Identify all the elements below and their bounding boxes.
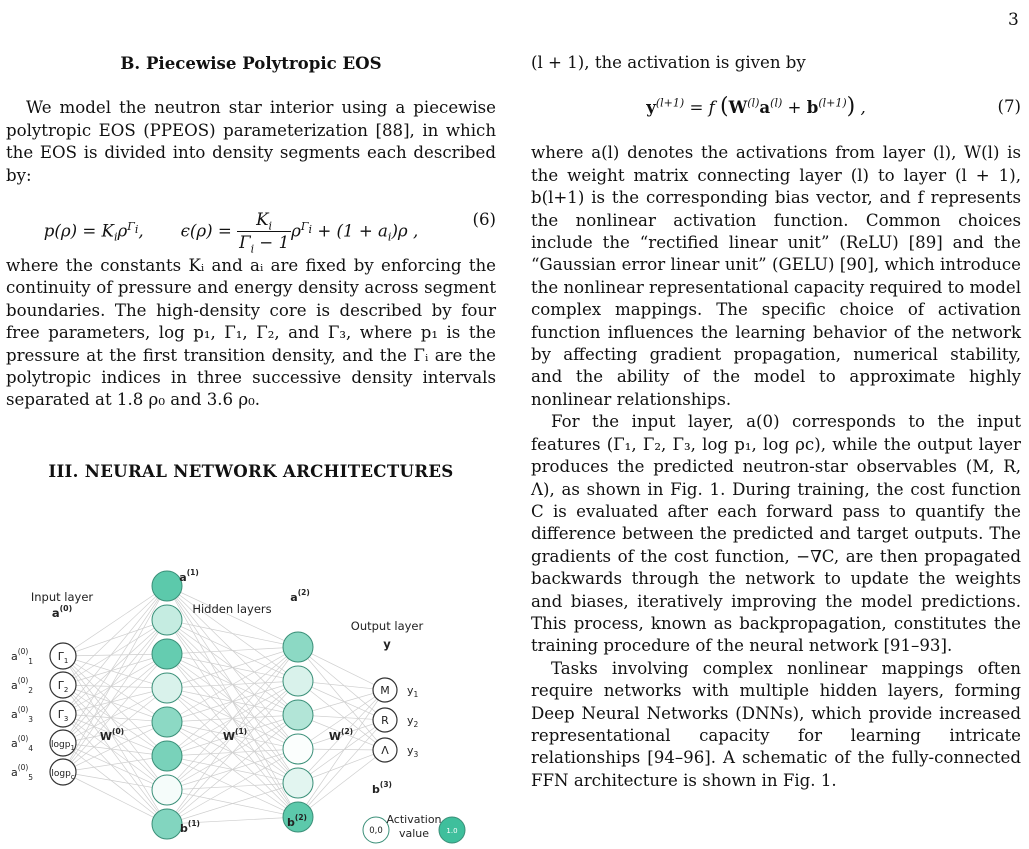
connection-line xyxy=(167,586,298,647)
hidden2-node xyxy=(283,768,313,798)
neural-network-diagram xyxy=(0,555,510,849)
input-layer-title: Input layer xyxy=(30,590,94,604)
connection-line xyxy=(63,586,167,714)
output-value-label: $y_1$ xyxy=(407,684,419,699)
section-heading-iii: III. NEURAL NETWORK ARCHITECTURES xyxy=(48,460,454,481)
connection-line xyxy=(63,685,167,688)
connection-line xyxy=(63,656,167,722)
legend-low-label: 0,0 xyxy=(369,826,383,836)
connection-line xyxy=(63,654,167,685)
input-feature-label: $a^{(0)}_3$ xyxy=(10,705,34,724)
connection-line xyxy=(63,654,167,656)
connection-line xyxy=(63,654,167,714)
connection-line xyxy=(63,772,167,824)
connection-line xyxy=(298,690,385,783)
hidden1-node xyxy=(152,707,182,737)
legend-title-2: value xyxy=(398,827,430,840)
input-node-label: logp$_1$ xyxy=(51,740,75,752)
left-column xyxy=(6,52,496,482)
weights-0-label: $W^{(0)}$ xyxy=(99,727,125,743)
hidden1-node xyxy=(152,741,182,771)
input-node-label: $\Gamma_1$ xyxy=(57,650,69,665)
hidden1-node xyxy=(152,673,182,703)
input-feature-label: $a^{(0)}_4$ xyxy=(10,734,34,753)
equation-6-number: (6) xyxy=(472,210,496,230)
bias-3-label: $b^{(3)}$ xyxy=(372,780,392,796)
bias-2-label: $b^{(2)}$ xyxy=(287,813,307,829)
activation-paragraph: where a(l) denotes the activations from layer (l), W(l) is the weight matrix connecting layer (l) to layer (l + 1), b(l+1) is the corresponding bias vector, and f represents the nonlinear activation function. Common choices include the “rectified linear unit” (ReLU) [89] and the “Gaussian error linear unit” (GELU) [90], which introduce the nonlinear representational capacity required to model complex mappings. The specific choice of activation function influences the learning behavior of the network by affecting gradient propagation, numerical stability, and the ability of the model to approximate highly nonlinear relationships. xyxy=(531,143,1021,409)
hidden-layers-title: Hidden layers xyxy=(192,602,272,616)
equation-6: $p(\rho) = K_i\rho^{\Gamma_i}$, ϵ(ρ) = $\frac{K_i}{\Gamma_i - 1}$ $\rho^{\Gamma_i} + (1 + a_i)\rho$ , (6) xyxy=(43,210,496,256)
ppeos-paragraph-1: We model the neutron star interior using a piecewise polytropic EOS (PPEOS) parameterization [88], in which the EOS is divided into density segments each described by: xyxy=(6,98,496,185)
hidden1-symbol: $a^{(1)}$ xyxy=(179,568,199,584)
hidden1-node xyxy=(152,571,182,601)
connection-line xyxy=(167,620,298,647)
connection-line xyxy=(63,586,167,743)
hidden1-node xyxy=(152,605,182,635)
hidden2-node xyxy=(283,700,313,730)
hidden1-node xyxy=(152,775,182,805)
input-node-label: logp$_c$ xyxy=(51,769,75,781)
ppeos-paragraph-2: where the constants Kᵢ and aᵢ are fixed by enforcing the continuity of pressure and energy density across segment boundaries. The high-density core is described by four free parameters, log p₁, Γ₁, Γ₂, and Γ₃, where p₁ is the pressure at the first transition density, and the Γᵢ are the polytropic indices in three successive density intervals separated at 1.8 ρ₀ and 3.6 ρ₀. xyxy=(6,256,496,410)
input-layer-symbol: $a^{(0)}$ xyxy=(51,604,73,620)
connection-lines xyxy=(63,586,385,824)
output-value-label: $y_3$ xyxy=(407,744,419,759)
output-layer-title: Output layer xyxy=(350,619,424,633)
bias-1-label: $b^{(1)}$ xyxy=(180,819,200,835)
weights-1-label: $W^{(1)}$ xyxy=(222,727,248,743)
page-number: 3 xyxy=(1008,10,1019,30)
input-node-label: $\Gamma_3$ xyxy=(57,708,69,723)
weights-2-label: $W^{(2)}$ xyxy=(328,727,354,743)
hidden2-node xyxy=(283,666,313,696)
hidden2-node xyxy=(283,632,313,662)
output-node-label: M xyxy=(380,684,390,697)
hidden1-node xyxy=(152,809,182,839)
input-feature-label: $a^{(0)}_1$ xyxy=(10,647,34,666)
connection-line xyxy=(63,586,167,772)
connection-line xyxy=(63,685,167,722)
hidden2-node xyxy=(283,734,313,764)
input-feature-label: $a^{(0)}_5$ xyxy=(10,763,34,782)
hidden2-symbol: $a^{(2)}$ xyxy=(290,588,310,604)
connection-line xyxy=(63,620,167,685)
legend-title: Activation xyxy=(386,813,442,826)
input-feature-label: $a^{(0)}_2$ xyxy=(10,676,34,695)
output-layer-symbol: y xyxy=(383,637,391,651)
equation-7-number: (7) xyxy=(997,97,1021,117)
output-value-label: $y_2$ xyxy=(407,714,419,729)
training-paragraph: For the input layer, a(0) corresponds to the input features (Γ₁, Γ₂, Γ₃, log p₁, log ρc), while the output layer produces the predicted neutron-star observables (M, R, Λ), as shown in Fig. 1. During training, the cost function C is evaluated after each forward pass to quantify the difference between the predicted and target outputs. The gradients of the cost function, −∇C, are then propagated backwards through the network to update the weights and biases, iteratively improving the model predictions. This process, known as backpropagation, constitutes the training procedure of the neural network [91–93]. xyxy=(531,412,1021,656)
right-lead-line: (l + 1), the activation is given by xyxy=(531,53,806,72)
connection-line xyxy=(63,743,167,824)
dnn-paragraph: Tasks involving complex nonlinear mappings often require networks with multiple hidden layers, forming Deep Neural Networks (DNNs), which provide increased representational capacity for learning intricate relationships [94–96]. A schematic of the fully-connected FFN architecture is shown in Fig. 1. xyxy=(531,658,1021,790)
output-node-label: Λ xyxy=(381,744,389,757)
hidden1-node xyxy=(152,639,182,669)
right-column xyxy=(531,52,1021,792)
equation-7: $y^{(l+1)} = f$ $(W^{(l)}a^{(l)} + b^{(l+1)})$ , (7) xyxy=(646,94,1021,120)
legend-high-label: 1.0 xyxy=(446,827,458,835)
section-heading-b: B. Piecewise Polytropic EOS xyxy=(120,53,382,73)
input-node-label: $\Gamma_2$ xyxy=(57,679,69,694)
output-node-label: R xyxy=(381,714,389,727)
